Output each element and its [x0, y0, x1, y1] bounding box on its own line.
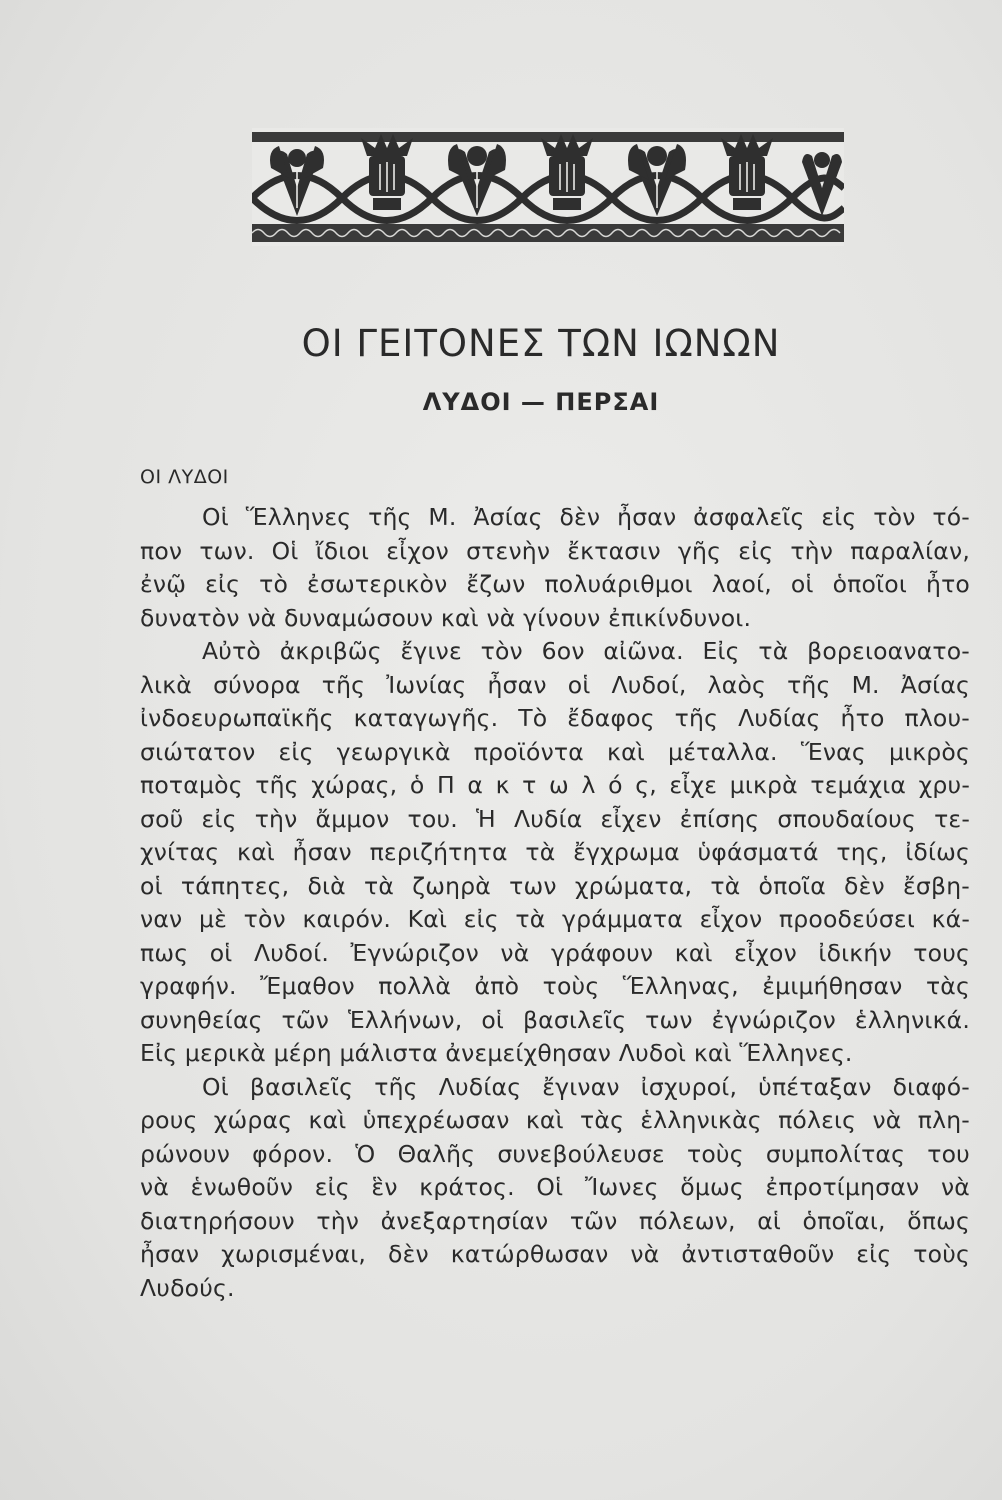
text-line: ποταμὸς τῆς χώρας, ὁ Π α κ τ ω λ ό ς, εἶχε μικρὰ τεμάχια χρυ-: [140, 771, 970, 799]
text-line: ἐνῷ εἰς τὸ ἐσωτερικὸν ἔζων πολυάριθμοι λαοί, οἱ ὁποῖοι ἦτο: [140, 570, 970, 598]
anthemion-ornament: [252, 128, 844, 246]
text-line: νὰ ἑνωθοῦν εἰς ἓν κράτος. Οἱ Ἴωνες ὅμως ἐπροτίμησαν νὰ: [140, 1173, 970, 1201]
text-line: γραφήν. Ἔμαθον πολλὰ ἀπὸ τοὺς Ἕλληνας, ἐμιμήθησαν τὰς: [140, 972, 970, 1000]
text-line: Οἱ Ἕλληνες τῆς Μ. Ἀσίας δὲν ἦσαν ἀσφαλεῖς εἰς τὸν τό-: [202, 503, 970, 531]
text-line: ἦσαν χωρισμέναι, δὲν κατώρθωσαν νὰ ἀντισταθοῦν εἰς τοὺς: [140, 1240, 970, 1268]
page-title: ΟΙ ΓΕΙΤΟΝΕΣ ΤΩΝ ΙΩΝΩΝ: [301, 322, 781, 365]
text-line: δυνατὸν νὰ δυναμώσουν καὶ νὰ γίνουν ἐπικίνδυνοι.: [140, 603, 752, 632]
text-line: πως οἱ Λυδοί. Ἐγνώριζον νὰ γράφουν καὶ εἶχον ἰδικήν τους: [140, 938, 970, 967]
text-line: ἰνδοευρωπαϊκῆς καταγωγῆς. Τὸ ἔδαφος τῆς Λυδίας ἦτο πλου-: [140, 704, 970, 732]
text-line: Εἰς μερικὰ μέρη μάλιστα ἀνεμείχθησαν Λυδοὶ καὶ Ἕλληνες.: [140, 1039, 853, 1067]
text-line: Λυδούς.: [140, 1273, 235, 1302]
text-line: χνίτας καὶ ἦσαν περιζήτητα τὰ ἔγχρωμα ὑφάσματά της, ἰδίως: [140, 838, 970, 866]
section-heading: ΟΙ ΛΥΔΟΙ: [140, 466, 229, 488]
text-line: οἱ τάπητες, διὰ τὰ ζωηρὰ των χρώματα, τὰ ὁποῖα δὲν ἔσβη-: [140, 871, 970, 900]
text-line: ρους χώρας καὶ ὑπεχρέωσαν καὶ τὰς ἑλληνικὰς πόλεις νὰ πλη-: [140, 1106, 970, 1134]
text-line: διατηρήσουν τὴν ἀνεξαρτησίαν τῶν πόλεων, αἱ ὁποῖαι, ὅπως: [140, 1206, 970, 1235]
page-subtitle: ΛΥΔΟΙ — ΠΕΡΣΑΙ: [422, 388, 660, 416]
text-line: σοῦ εἰς τὴν ἄμμον του. Ἡ Λυδία εἶχεν ἐπίσης σπουδαίους τε-: [140, 804, 970, 833]
text-line: συνηθείας τῶν Ἑλλήνων, οἱ βασιλεῖς των ἐγνώριζον ἑλληνικά.: [140, 1005, 970, 1034]
body-text: [140, 501, 970, 1305]
text-line: λικὰ σύνορα τῆς Ἰωνίας ἦσαν οἱ Λυδοί, λαὸς τῆς Μ. Ἀσίας: [140, 670, 970, 699]
text-line: Οἱ βασιλεῖς τῆς Λυδίας ἔγιναν ἰσχυροί, ὑπέταξαν διαφό-: [202, 1072, 970, 1101]
text-line: σιώτατον εἰς γεωργικὰ προϊόντα καὶ μέταλλα. Ἕνας μικρὸς: [140, 737, 970, 766]
text-line: πον των. Οἱ ἴδιοι εἶχον στενὴν ἔκτασιν γῆς εἰς τὴν παραλίαν,: [140, 536, 970, 565]
text-line: Αὐτὸ ἀκριβῶς ἔγινε τὸν 6ον αἰῶνα. Εἰς τὰ βορειοανατο-: [202, 637, 970, 665]
text-line: ρώνουν φόρον. Ὁ Θαλῆς συνεβούλευσε τοὺς συμπολίτας του: [140, 1139, 970, 1168]
text-line: ναν μὲ τὸν καιρόν. Καὶ εἰς τὰ γράμματα εἶχον προοδεύσει κά-: [140, 905, 970, 933]
